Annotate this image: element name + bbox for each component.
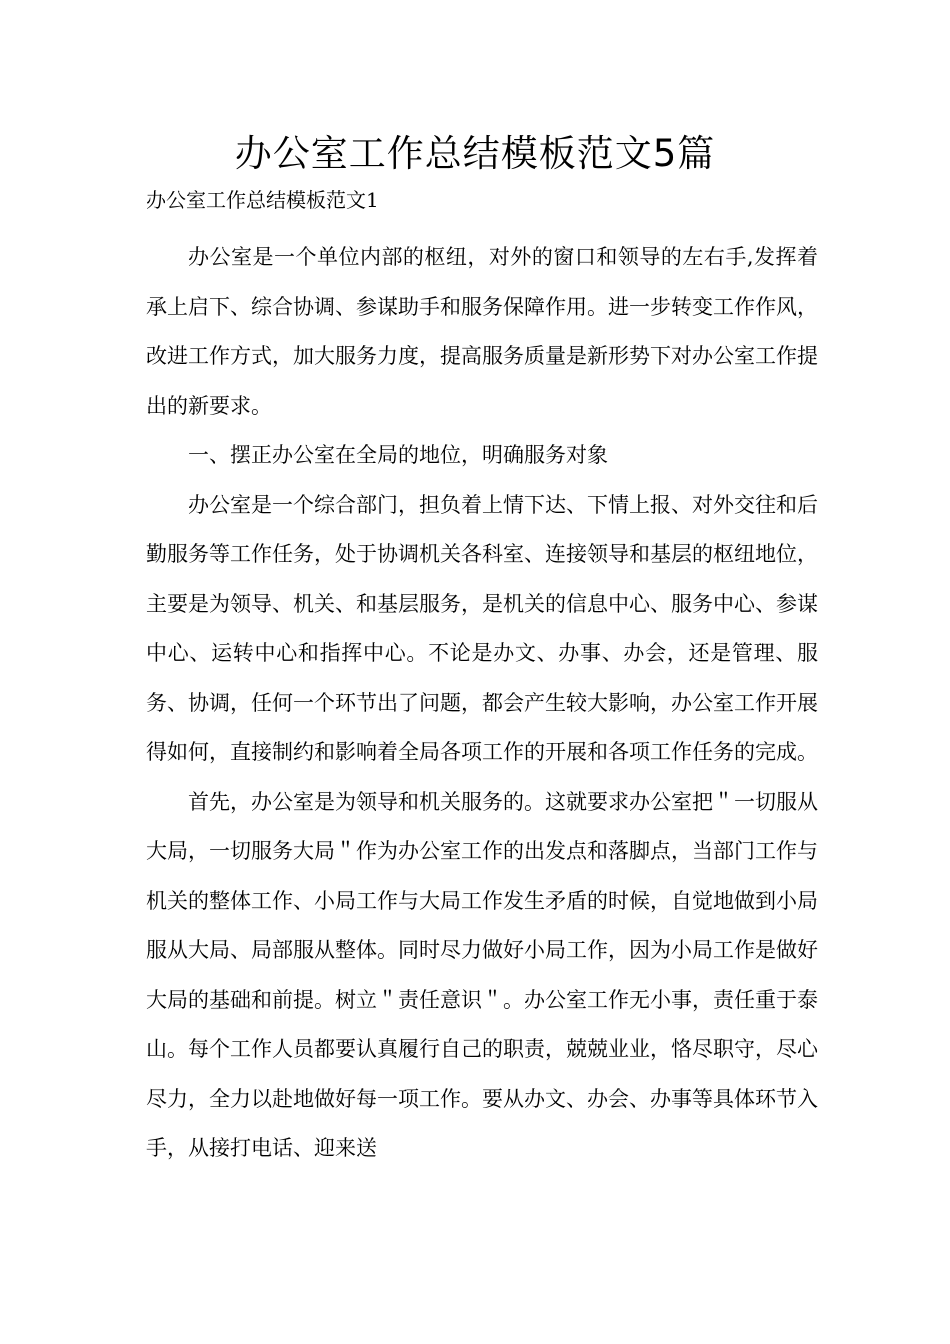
section-heading-1: 一、摆正办公室在全局的地位，明确服务对象 — [188, 443, 608, 467]
document-body — [146, 233, 818, 1174]
paragraph-office-role: 办公室是一个综合部门，担负着上情下达、下情上报、对外交往和后勤服务等工作任务，处于协调机关各科室、连接领导和基层的枢纽地位，主要是为领导、机关、和基层服务，是机关的信息中心、服务中心、参谋中心、运转中心和指挥中心。不论是办文、办事、办会，还是管理、服务、协调，任何一个环节出了问题，都会产生较大影响，办公室工作开展得如何，直接制约和影响着全局各项工作的开展和各项工作任务的完成。 — [146, 492, 818, 764]
paragraph-intro: 办公室是一个单位内部的枢纽，对外的窗口和领导的左右手,发挥着承上启下、综合协调、参谋助手和服务保障作用。进一步转变工作作风，改进工作方式，加大服务力度，提高服务质量是新形势下对办公室工作提出的新要求。 — [146, 245, 818, 418]
document-subtitle: 办公室工作总结模板范文1 — [146, 188, 379, 212]
paragraph-first-point: 首先，办公室是为领导和机关服务的。这就要求办公室把＂一切服从大局，一切服务大局＂作为办公室工作的出发点和落脚点，当部门工作与机关的整体工作、小局工作与大局工作发生矛盾的时候，自觉地做到小局服从大局、局部服从整体。同时尽力做好小局工作，因为小局工作是做好大局的基础和前提。树立＂责任意识＂。办公室工作无小事，责任重于泰山。每个工作人员都要认真履行自己的职责，兢兢业业，恪尽职守，尽心尽力，全力以赴地做好每一项工作。要从办文、办会、办事等具体环节入手，从接打电话、迎来送 — [146, 789, 818, 1160]
document-title: 办公室工作总结模板范文5篇 — [234, 132, 716, 175]
